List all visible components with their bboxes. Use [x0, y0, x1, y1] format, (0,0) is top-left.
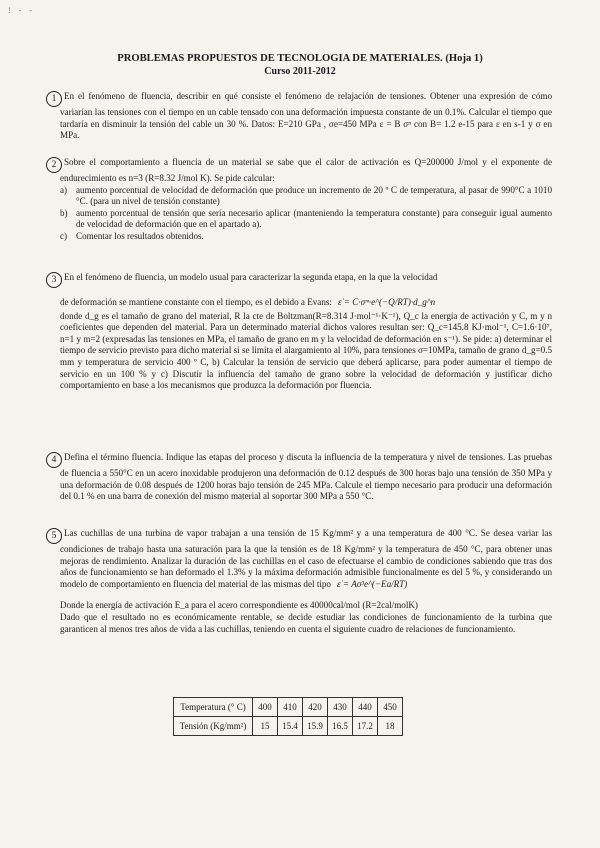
activation-energy-note: Donde la energía de activación E_a para el acero correspondiente es 40000cal/mol (R=2cal/molK) [60, 600, 418, 611]
table-row-temperature [174, 698, 403, 717]
sub-item-b: b) aumento porcentual de tensión que sería necesario aplicar (manteniendo la temperatura constante) para conseguir igual aumento de velocidad de deformación que en el apartado a). [60, 207, 552, 230]
problem-intro: Sobre el comportamiento a fluencia de un material se sabe que el calor de activación es Q=200000 J/mol y el exponente de endurecimiento es n=3 (R=8.32 J/mol K). Se pide calcular: [60, 157, 552, 183]
problem-text: Defina el término fluencia. Indique las etapas del proceso y discuta la influencia de la temperatura y nivel de tensiones. Las pruebas de fluencia a 550°C en un acero inoxidable produjeron una deformación de 0.12 después de 300 horas bajo una tensión de 350 MPa y una deformación de 0.08 después de 1200 horas bajo tensión de 245 MPa. Calcule el tiempo necesario para producir una deformación del 0.1 % en una barra de conexión del mismo material al soportar 300 MPa a 550 °C. [60, 452, 552, 502]
problem-3 [51, 272, 552, 392]
problem-line-1: En el fenómeno de fluencia, un modelo usual para caracterizar la segunda etapa, en la que la velocidad [64, 272, 438, 282]
problem-line-2: de deformación se mantiene constante con el tiempo, es el debido a Evans: [60, 297, 332, 307]
problem-number-circle: 4 [46, 452, 62, 468]
table-cell: 430 [328, 698, 353, 717]
table-cell: 15.4 [278, 717, 303, 736]
table-header-tension: Tensión (Kg/mm²) [174, 717, 253, 736]
problem-1 [51, 91, 552, 142]
sub-item-c: c) Comentar los resultados obtenidos. [60, 230, 204, 241]
sub-item-a: a) aumento porcentual de velocidad de deformación que produce un incremento de 20 º C de temperatura, al pasar de 990°C a 1010 °C. (para un nivel de tensión constante) [60, 184, 552, 207]
problem-text: donde d_g es el tamaño de grano del material, R la cte de Boltzman(R=8.314 J·mol⁻¹·K⁻¹), Q_c la energía de activación y C, m y n coeficientes que dependen del material. Para un determinado material dichos valores resultan ser: Q_c=145.8 KJ·mol⁻¹, C=1.6·10⁷, n=1 y m=2 (expresadas las tensiones en MPa, el tamaño de grano en m y la velocidad de deformación en s⁻¹). Se pide: a) determinar el tiempo de servicio previsto para dicho material si se limita el alargamiento al 10%, para tensiones σ=10MPa, tamaño de grano d_g=0.5 mm y temperatura de servicio 400 º C, b) Calcular la tensión de servicio que deberá aplicarse, para poder aumentar el tiempo de servicio en un 100 % y c) Discutir la influencia del tamaño de grano sobre la velocidad de deformación y justificar dicho comportamiento en base a los mecanismos que produzca la deformación por fluencia. [60, 310, 552, 391]
table-cell: 17.2 [353, 717, 378, 736]
problem-number-circle: 5 [46, 528, 62, 544]
table-cell: 450 [378, 698, 403, 717]
table-cell: 410 [278, 698, 303, 717]
table-header-temperature: Temperatura (° C) [174, 698, 253, 717]
table-cell: 15.9 [303, 717, 328, 736]
page-title: PROBLEMAS PROPUESTOS DE TECNOLOGIA DE MATERIALES. (Hoja 1) [117, 53, 483, 64]
table-row-tension [174, 717, 403, 736]
course-label: Curso 2011-2012 [264, 66, 336, 77]
problem-5 [51, 528, 552, 635]
problem-text: Las cuchillas de una turbina de vapor trabajan a una tensión de 15 Kg/mm² y a una temperatura de 400 °C. Se desea variar las condiciones de trabajo hasta una saturación para la que la tensión es de 18 Kg/mm² y la temperatura de 450 °C, para obtener unas mejoras de rendimiento. Analizar la duración de las cuchillas en el caso de efectuarse el cambio de condiciones sabiendo que tras dos años de funcionamiento se han deformado el 1.3% y la máxima deformación admisible funcionalmente es del 5 %, y considerando un modelo de comportamiento en fluencia del material de las mismas del tipo [60, 528, 552, 589]
problem-number-circle: 2 [46, 157, 62, 173]
creep-formula: ε̇ = Aσ³e^(−Ea/RT) [336, 578, 408, 589]
problem-text: En el fenómeno de fluencia, describir en qué consiste el fenómeno de relajación de tensiones. Obtener una expresión de cómo variarían las tensiones con el tiempo en un cable tensado con una deformación impuesta constante de un 0.1%. Calcular el tiempo que tardaría en disminuir la tensión del cable un 30 %. Datos: E=210 GPa , σe=450 MPa ε = B σⁿ con B= 1.2 e-15 para ε en s-1 y σ en MPa. [60, 91, 552, 141]
problem-number-circle: 3 [46, 272, 62, 288]
problem-text-2: Dado que el resultado no es económicamente rentable, se decide estudiar las condiciones de funcionamiento de la turbina que garanticen al menos tres años de vida a las cuchillas, teniendo en cuenta el siguiente cuadro de relaciones de funcionamiento. [60, 611, 552, 634]
table-cell: 18 [378, 717, 403, 736]
problem-2 [51, 157, 552, 243]
problem-4 [51, 452, 552, 503]
corner-mark: ! - - [8, 6, 35, 15]
evans-formula: ε̇ = C·σᵐ·e^(−Q/RT)·d_g^n [337, 297, 436, 307]
table-cell: 15 [253, 717, 278, 736]
table-cell: 440 [353, 698, 378, 717]
problem-number-circle: 1 [46, 91, 62, 107]
table-cell: 400 [253, 698, 278, 717]
operating-conditions-table [173, 697, 403, 736]
table-cell: 16.5 [328, 717, 353, 736]
table-cell: 420 [303, 698, 328, 717]
